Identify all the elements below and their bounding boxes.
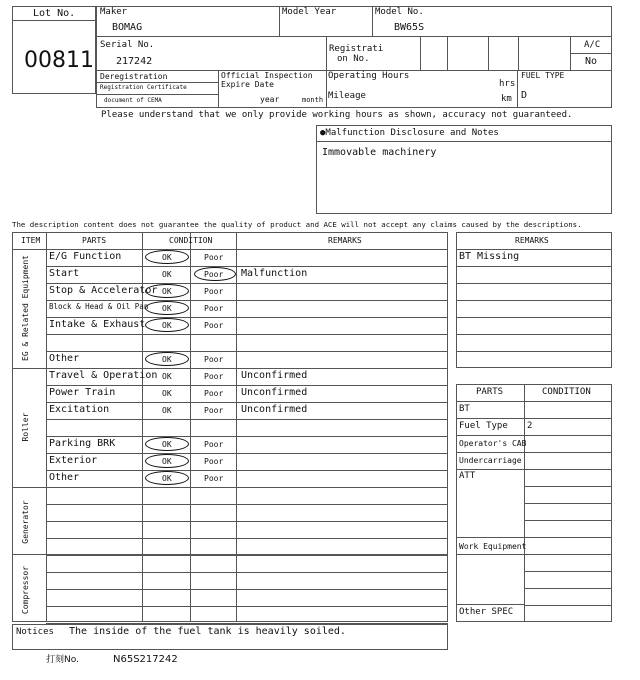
disclaimer-text: The description content does not guarantee the quality of product and ACE will not accept any claims caused by the descriptions. <box>12 220 582 229</box>
part-label: Other <box>49 353 80 364</box>
selected-ok-oval <box>145 284 189 298</box>
selected-ok-oval <box>145 250 189 264</box>
side-parts-header: PARTS <box>476 387 504 397</box>
condition-poor: Poor <box>204 287 224 296</box>
group-label-compressor: Compressor <box>21 565 30 615</box>
part-label: Start <box>49 268 80 279</box>
inspection-label-1: Official Inspection <box>221 71 313 80</box>
side-att: ATT <box>459 471 476 481</box>
header-parts: PARTS <box>82 236 107 245</box>
part-label: Stop & Accelerator <box>49 285 158 296</box>
condition-ok: OK <box>162 406 172 415</box>
fuel-type-label: FUEL TYPE <box>521 71 565 80</box>
hrs-label: hrs <box>499 79 516 89</box>
selected-poor-oval <box>194 267 236 281</box>
part-label: Exterior <box>49 455 98 466</box>
condition-ok: OK <box>162 321 172 330</box>
registration-label-2: on No. <box>337 54 370 64</box>
km-label: km <box>501 94 512 104</box>
fuel-type-value: D <box>521 90 528 101</box>
condition-poor: Poor <box>204 440 224 449</box>
header-remarks: REMARKS <box>328 236 362 245</box>
year-label: year <box>260 95 280 104</box>
header-item: ITEM <box>21 236 41 245</box>
condition-ok: OK <box>162 270 172 279</box>
condition-poor: Poor <box>204 304 224 313</box>
remark-text: Unconfirmed <box>241 370 308 381</box>
selected-ok-oval <box>145 454 189 468</box>
ac-value: No <box>585 56 598 67</box>
condition-ok: OK <box>162 457 172 466</box>
lot-number-value: 00811 <box>24 48 94 73</box>
condition-ok: OK <box>162 304 172 313</box>
group-label-eg: EG & Related Equipment <box>21 255 30 361</box>
condition-poor: Poor <box>204 270 224 279</box>
notices-text: The inside of the fuel tank is heavily soiled. <box>69 626 346 637</box>
condition-ok: OK <box>162 440 172 449</box>
malfunction-title: ●Malfunction Disclosure and Notes <box>320 128 499 138</box>
selected-ok-oval <box>145 437 189 451</box>
remark-text: Malfunction <box>241 268 308 279</box>
side-undercarriage: Undercarriage <box>459 456 522 465</box>
remark-text: Unconfirmed <box>241 387 308 398</box>
side-fuel-type-value: 2 <box>527 421 533 431</box>
selected-ok-oval <box>145 352 189 366</box>
registration-label-1: Registrati <box>329 44 384 54</box>
side-bt: BT <box>459 404 470 414</box>
notices-label: Notices <box>16 627 54 637</box>
selected-ok-oval <box>145 301 189 315</box>
selected-ok-oval <box>145 318 189 332</box>
condition-poor: Poor <box>204 321 224 330</box>
lot-number-label: Lot No. <box>33 8 76 19</box>
month-label: month <box>302 96 324 104</box>
model-label: Model No. <box>375 7 424 17</box>
condition-ok: OK <box>162 389 172 398</box>
ac-label: A/C <box>584 40 601 50</box>
condition-poor: Poor <box>204 457 224 466</box>
part-label: Excitation <box>49 404 110 415</box>
condition-ok: OK <box>162 474 172 483</box>
cema-document-label: document of CEMA <box>104 97 162 104</box>
condition-poor: Poor <box>204 372 224 381</box>
side-condition-header: CONDITION <box>542 387 591 397</box>
part-label: Other <box>49 472 80 483</box>
part-label: E/G Function <box>49 251 122 262</box>
part-label: Intake & Exhaust <box>49 319 146 330</box>
condition-poor: Poor <box>204 389 224 398</box>
side-operators-cab: Operator's CAB <box>459 439 527 448</box>
condition-ok: OK <box>162 372 172 381</box>
side-work-equipment: Work Equipment <box>459 542 527 551</box>
malfunction-box <box>316 125 612 214</box>
stamp-value: N65S217242 <box>113 654 178 665</box>
part-label: Parking BRK <box>49 438 116 449</box>
working-hours-note: Please understand that we only provide working hours as shown, accuracy not guaranteed. <box>101 110 573 120</box>
mileage-label: Mileage <box>328 91 366 101</box>
group-label-generator: Generator <box>21 500 30 544</box>
part-label: Power Train <box>49 387 116 398</box>
side-fuel-type: Fuel Type <box>459 421 508 431</box>
operating-hours-label: Operating Hours <box>328 71 410 81</box>
condition-ok: OK <box>162 355 172 364</box>
selected-ok-oval <box>145 471 189 485</box>
part-label: Travel & Operation <box>49 370 158 381</box>
condition-ok: OK <box>162 253 172 262</box>
condition-poor: Poor <box>204 474 224 483</box>
condition-poor: Poor <box>204 355 224 364</box>
side-remarks-first: BT Missing <box>459 251 520 262</box>
inspection-label-2: Expire Date <box>221 80 274 89</box>
header-condition: CONDITION <box>169 236 213 245</box>
part-label: Block & Head & Oil Pan <box>49 302 149 311</box>
condition-ok: OK <box>162 287 172 296</box>
deregistration-label: Deregistration <box>100 72 168 81</box>
condition-poor: Poor <box>204 253 224 262</box>
registration-certificate-label: Registration Certificate <box>100 84 187 91</box>
model-year-label: Model Year <box>282 7 337 17</box>
maker-value: BOMAG <box>112 22 143 33</box>
remark-text: Unconfirmed <box>241 404 308 415</box>
group-label-roller: Roller <box>21 412 30 442</box>
condition-poor: Poor <box>204 406 224 415</box>
maker-label: Maker <box>100 7 128 17</box>
model-value: BW65S <box>394 22 425 33</box>
side-remarks-header: REMARKS <box>515 236 549 245</box>
serial-label: Serial No. <box>100 40 155 50</box>
side-other-spec: Other SPEC <box>459 607 514 617</box>
stamp-label: 打刻No. <box>46 655 79 665</box>
serial-value: 217242 <box>116 56 153 67</box>
malfunction-text: Immovable machinery <box>322 147 437 158</box>
